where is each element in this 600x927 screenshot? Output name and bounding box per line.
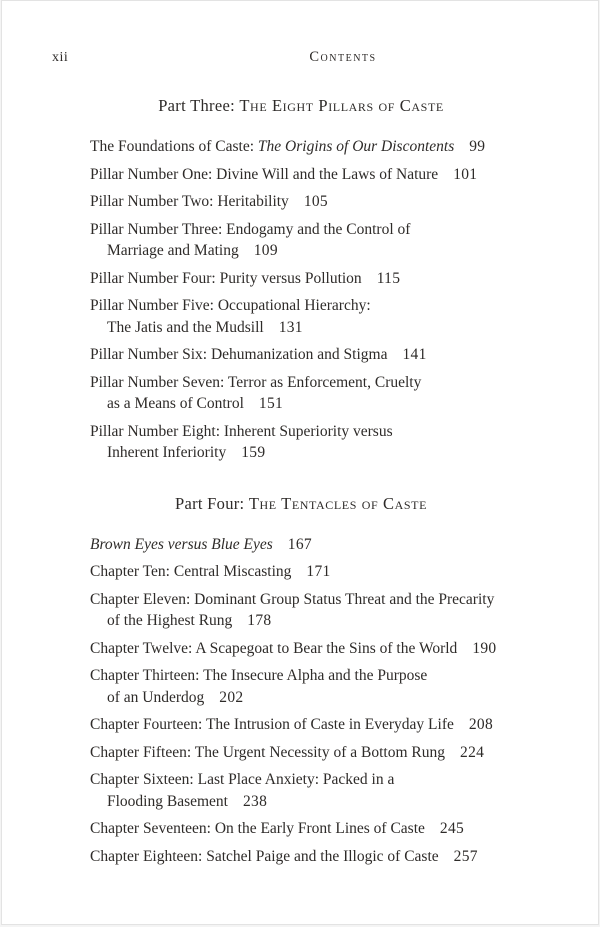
toc-entry (90, 219, 512, 262)
toc-entry-text: Brown Eyes versus Blue Eyes (90, 535, 273, 553)
toc-entry-line (90, 791, 512, 813)
toc-entry-line (90, 665, 512, 687)
toc-entry-line (90, 191, 512, 213)
toc-entry-line (90, 372, 512, 394)
toc-entry-page-number: 202 (219, 688, 244, 706)
toc-entry-text: Chapter Fourteen: The Intrusion of Caste in Everyday Life (90, 716, 454, 733)
toc-entry (90, 742, 512, 764)
toc-entry (90, 561, 512, 583)
toc-entry-line (90, 742, 512, 764)
toc-entry-page-number: 141 (402, 346, 427, 363)
toc-entry-line (90, 846, 512, 868)
toc-entry-line (90, 295, 512, 317)
toc-entry-text: The Origins of Our Discontents (257, 138, 455, 155)
toc-entry (90, 268, 512, 290)
part-heading-prefix: Part Four: (174, 493, 249, 513)
toc-entry (90, 372, 512, 415)
toc-entry-page-number: 224 (460, 743, 485, 761)
toc-entry-line (90, 317, 512, 339)
toc-entry-page-number: 167 (287, 535, 312, 553)
toc-section (90, 494, 512, 868)
toc-entry-text: Chapter Fifteen: The Urgent Necessity of a Bottom Rung (90, 743, 446, 761)
part-heading-title: The Eight Pillars of Caste (239, 96, 444, 115)
toc-entry-text: Chapter Eighteen: Satchel Paige and the Illogic of Caste (90, 847, 439, 865)
toc-entry-text: The Foundations of Caste: (90, 138, 258, 155)
toc-entry-text: Pillar Number Six: Dehumanization and Stigma (90, 346, 388, 363)
toc-entry-line (90, 769, 512, 791)
toc-entry-page-number: 99 (469, 138, 486, 155)
toc-entry-line (90, 442, 512, 464)
table-of-contents (2, 96, 598, 867)
part-heading (90, 96, 512, 116)
toc-entry-page-number: 238 (242, 792, 268, 810)
toc-entry (90, 164, 512, 186)
toc-entry-text: The Jatis and the Mudsill (107, 318, 264, 336)
toc-entry-text: Inherent Inferiority (107, 444, 227, 461)
toc-entry (90, 136, 512, 158)
toc-entry-page-number: 101 (453, 165, 478, 183)
toc-entry-line (90, 240, 512, 262)
toc-entry-text: of the Highest Rung (107, 612, 233, 629)
toc-entry-page-number: 159 (241, 444, 266, 461)
toc-entry-text: Flooding Basement (107, 792, 228, 810)
toc-entry-text: Pillar Number Three: Endogamy and the Control of (90, 220, 411, 238)
contents-running-title: Contents (309, 49, 377, 65)
toc-entry-page-number: 257 (453, 847, 478, 865)
toc-entry-text: Pillar Number Two: Heritability (90, 193, 289, 210)
toc-entry (90, 421, 512, 464)
toc-entry-line (90, 219, 512, 241)
toc-entry-page-number: 131 (278, 318, 303, 336)
toc-entry-line (90, 164, 512, 186)
toc-entry (90, 344, 512, 366)
toc-entry-line (90, 268, 512, 290)
toc-entry-text: Chapter Seventeen: On the Early Front Lines of Caste (90, 820, 425, 837)
toc-entry-page-number: 115 (376, 269, 401, 287)
running-head (2, 1, 598, 66)
toc-entry-text: Pillar Number Five: Occupational Hierarchy: (90, 297, 371, 314)
toc-entry (90, 818, 512, 840)
toc-section (90, 96, 512, 464)
toc-entry (90, 638, 512, 660)
toc-entry-line (90, 687, 512, 709)
toc-entry-page-number: 105 (303, 193, 328, 210)
toc-entry-page-number: 208 (468, 716, 494, 733)
toc-entry (90, 589, 512, 632)
toc-entry-page-number: 190 (472, 639, 497, 657)
toc-entry-line (90, 638, 512, 660)
toc-entry (90, 665, 512, 708)
toc-entry-text: Chapter Ten: Central Miscasting (90, 563, 292, 580)
toc-entry-text: Marriage and Mating (107, 242, 239, 259)
toc-entry-page-number: 171 (306, 563, 331, 580)
toc-entry-page-number: 151 (258, 395, 284, 412)
part-heading-prefix: Part Three: (158, 96, 240, 115)
toc-entry-page-number: 109 (253, 242, 278, 259)
toc-entry-line (90, 393, 512, 415)
toc-entry-line (90, 714, 512, 736)
toc-entry-text: as a Means of Control (107, 395, 244, 412)
toc-entry-text: Chapter Eleven: Dominant Group Status Threat and the Precarity (90, 590, 495, 608)
toc-entry-text: Chapter Sixteen: Last Place Anxiety: Packed in a (90, 771, 395, 788)
toc-entry (90, 714, 512, 736)
toc-entry (90, 534, 512, 556)
toc-entry-line (90, 136, 512, 158)
toc-entry-page-number: 245 (439, 820, 465, 837)
toc-entry (90, 191, 512, 213)
toc-entry-text: Chapter Twelve: A Scapegoat to Bear the Sins of the World (90, 639, 458, 657)
toc-entry-text: of an Underdog (107, 688, 205, 706)
toc-entry-text: Pillar Number One: Divine Will and the Laws of Nature (90, 165, 439, 183)
folio-page-number: xii (52, 50, 69, 65)
toc-entry-text: Pillar Number Eight: Inherent Superiority versus (90, 422, 393, 440)
toc-entry-line (90, 589, 512, 611)
toc-entry-text: Chapter Thirteen: The Insecure Alpha and the Purpose (90, 667, 428, 684)
part-heading (90, 494, 512, 514)
part-heading-title: The Tentacles of Caste (248, 493, 428, 513)
toc-entry-text: Pillar Number Four: Purity versus Pollution (90, 269, 362, 287)
toc-entry-line (90, 561, 512, 583)
toc-entry (90, 769, 512, 812)
toc-entry-line (90, 421, 512, 443)
toc-entry-line (90, 344, 512, 366)
toc-entry-page-number: 178 (247, 612, 272, 629)
toc-entry-line (90, 818, 512, 840)
toc-entry-line (90, 534, 512, 556)
toc-entry-text: Pillar Number Seven: Terror as Enforcement, Cruelty (90, 373, 422, 391)
toc-entry-line (90, 610, 512, 632)
book-page (1, 0, 599, 925)
toc-entry (90, 295, 512, 338)
toc-entry (90, 846, 512, 868)
